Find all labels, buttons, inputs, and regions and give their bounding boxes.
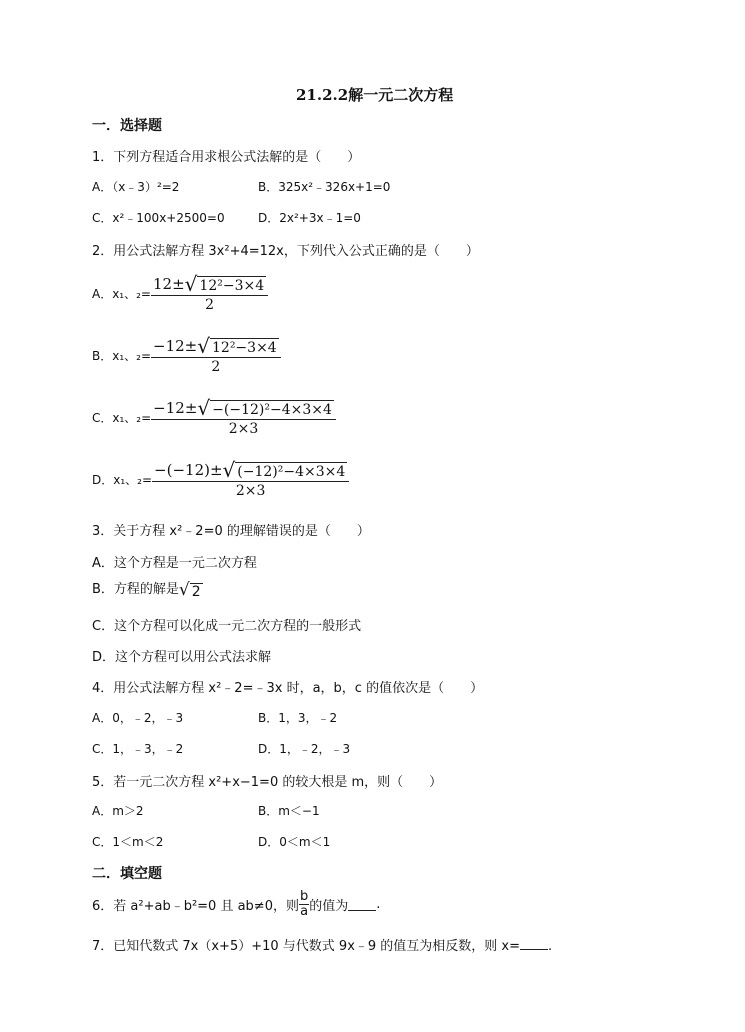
formula-a-numerator: 12±: [153, 275, 185, 293]
question-5-option-b: B．m＜−1: [258, 804, 320, 818]
question-5-option-d: D．0＜m＜1: [258, 835, 331, 849]
question-3-option-a: A．这个方程是一元二次方程: [92, 556, 257, 571]
question-7-text: 7．已知代数式 7x（x+5）+10 与代数式 9x﹣9 的值互为相反数，则 x=: [92, 939, 521, 954]
question-2-option-a: [92, 273, 268, 314]
fraction-numerator: b: [299, 889, 309, 904]
question-7: [92, 935, 552, 954]
formula-d-radicand: (−12)²−4×3×4: [237, 464, 346, 480]
sqrt-icon: √: [178, 580, 190, 600]
formula-a: [151, 273, 268, 314]
question-4-option-d: D．1，﹣2，﹣3: [258, 742, 351, 756]
question-5-option-c: C．1＜m＜2: [92, 835, 164, 849]
formula-b: [151, 335, 281, 376]
question-1-option-b: B．325x²﹣326x+1=0: [258, 180, 391, 194]
formula-c-numerator: −12±: [153, 399, 198, 417]
fraction-b-over-a: [299, 890, 309, 919]
question-3-option-b-text: B．方程的解是: [92, 582, 179, 597]
question-1-option-d: D．2x²+3x﹣1=0: [258, 211, 361, 225]
fraction-denominator: a: [300, 904, 309, 919]
question-3-option-b-radicand: 2: [191, 584, 201, 600]
question-2-option-b: [92, 335, 281, 376]
formula-b-numerator: −12±: [153, 337, 198, 355]
formula-b-denominator: 2: [211, 359, 221, 375]
option-c-label: C．x₁、₂=: [92, 411, 152, 425]
question-3-option-d: D．这个方程可以用公式法求解: [92, 650, 272, 665]
option-a-label: A．x₁、₂=: [92, 287, 151, 301]
question-1-stem: 1．下列方程适合用求根公式法解的是（ ）: [92, 150, 361, 165]
question-6: [92, 890, 380, 919]
sqrt-icon: √: [184, 272, 198, 296]
question-1-option-a: A．（x﹣3）²=2: [92, 180, 180, 194]
question-2-option-c: [92, 397, 336, 438]
option-b-label: B．x₁、₂=: [92, 349, 152, 363]
section-heading-choice: 一．选择题: [92, 118, 162, 134]
formula-d-numerator: −(−12)±: [154, 461, 223, 479]
formula-a-radicand: 12²−3×4: [199, 278, 265, 294]
question-3-option-b: [92, 580, 203, 600]
question-6-end: .: [376, 897, 381, 912]
formula-a-denominator: 2: [205, 297, 215, 313]
question-4-option-c: C．1，﹣3，﹣2: [92, 742, 184, 756]
answer-blank[interactable]: [520, 938, 548, 950]
question-5-stem: 5．若一元二次方程 x²+x−1=0 的较大根是 m，则（ ）: [92, 775, 443, 790]
formula-c-denominator: 2×3: [228, 421, 259, 437]
sqrt-icon: √: [197, 334, 210, 358]
question-3-option-c: C．这个方程可以化成一元二次方程的一般形式: [92, 619, 362, 634]
sqrt-icon: √: [222, 458, 236, 482]
question-5-option-a: A．m＞2: [92, 804, 144, 818]
question-6-prefix: 6．若 a²+ab﹣b²=0 且 ab≠0，则: [92, 899, 299, 914]
question-7-end: .: [548, 939, 553, 954]
formula-d-denominator: 2×3: [235, 483, 266, 499]
question-1-option-c: C．x²﹣100x+2500=0: [92, 211, 225, 225]
answer-blank[interactable]: [348, 899, 376, 911]
question-4-option-b: B．1，3，﹣2: [258, 711, 338, 725]
question-4-option-a: A．0，﹣2，﹣3: [92, 711, 184, 725]
question-2-stem: 2．用公式法解方程 3x²+4=12x，下列代入公式正确的是（ ）: [92, 244, 479, 259]
option-d-label: D．x₁、₂=: [92, 473, 153, 487]
formula-b-radicand: 12²−3×4: [212, 340, 277, 356]
question-6-suffix: 的值为: [309, 899, 349, 914]
formula-d: [152, 459, 349, 500]
question-2-option-d: [92, 459, 349, 500]
sqrt-icon: √: [197, 396, 211, 420]
page-title: 21.2.2解一元二次方程: [296, 86, 454, 104]
question-4-stem: 4．用公式法解方程 x²﹣2=﹣3x 时，a，b，c 的值依次是（ ）: [92, 681, 484, 696]
formula-c-radicand: −(−12)²−4×3×4: [212, 402, 332, 418]
question-3-stem: 3．关于方程 x²﹣2=0 的理解错误的是（ ）: [92, 524, 370, 539]
section-heading-fill: 二．填空题: [92, 866, 162, 882]
formula-c: [151, 397, 336, 438]
